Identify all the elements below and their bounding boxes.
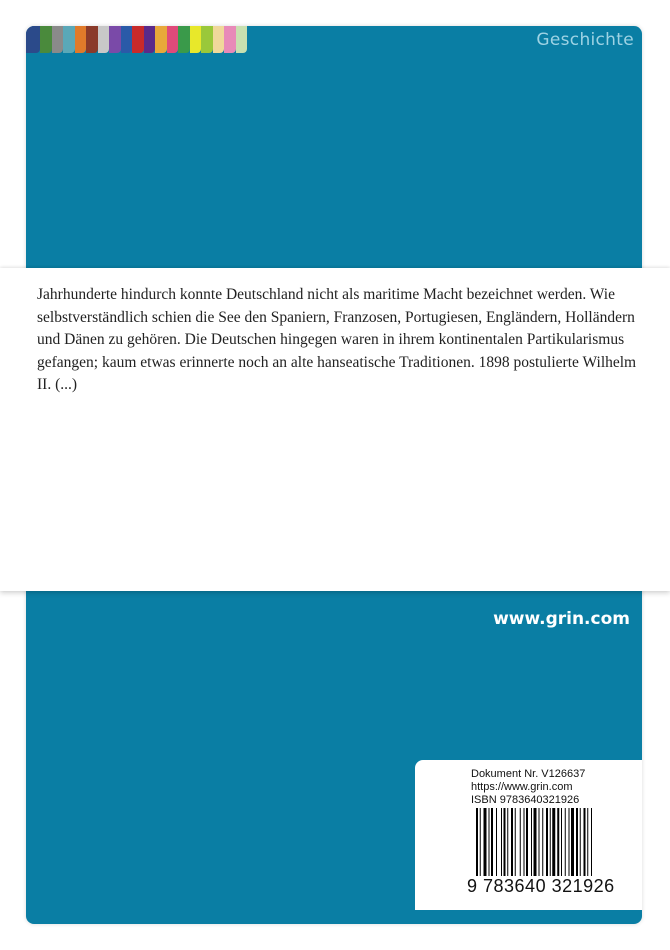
color-stripe bbox=[155, 26, 167, 53]
color-stripe bbox=[75, 26, 87, 53]
color-stripe bbox=[178, 26, 190, 53]
category-label: Geschichte bbox=[536, 30, 634, 50]
document-number: Dokument Nr. V126637 bbox=[471, 768, 586, 780]
color-stripe bbox=[63, 26, 75, 53]
barcode-box bbox=[415, 760, 642, 910]
document-meta bbox=[471, 768, 585, 807]
blurb-panel bbox=[0, 268, 670, 591]
color-stripe bbox=[121, 26, 133, 53]
color-stripe bbox=[201, 26, 213, 53]
color-stripe bbox=[167, 26, 179, 53]
barcode-icon bbox=[476, 808, 626, 878]
color-stripe bbox=[98, 26, 110, 53]
color-stripe bbox=[40, 26, 52, 53]
color-stripes bbox=[26, 26, 247, 53]
blurb-text: Jahrhunderte hindurch konnte Deutschland nicht als maritime Macht bezeichnet werden. Wie selbstverständlich schien die See den Spaniern, Franzosen, Portugiesen, Engländern, Holländern und Dänen zu gehören. Die Deutschen hingegen waren in ihrem kontinentalen Partikularismus gefangen; kaum etwas erinnerte noch an alte hanseatische Traditionen. 1898 postulierte Wilhelm II. (...) bbox=[37, 286, 637, 393]
color-stripe bbox=[236, 26, 248, 53]
color-stripe bbox=[144, 26, 156, 53]
isbn-label: ISBN 9783640321926 bbox=[471, 794, 580, 806]
color-stripe bbox=[132, 26, 144, 53]
color-stripe bbox=[109, 26, 121, 53]
color-stripe bbox=[190, 26, 202, 53]
color-stripe bbox=[86, 26, 98, 53]
color-stripe bbox=[224, 26, 236, 53]
publisher-url[interactable]: www.grin.com bbox=[493, 609, 630, 629]
color-stripe bbox=[26, 26, 40, 53]
color-stripe bbox=[213, 26, 225, 53]
isbn-digits: 9 783640 321926 bbox=[467, 876, 615, 896]
color-stripe bbox=[52, 26, 64, 53]
document-website[interactable]: https://www.grin.com bbox=[471, 781, 573, 793]
